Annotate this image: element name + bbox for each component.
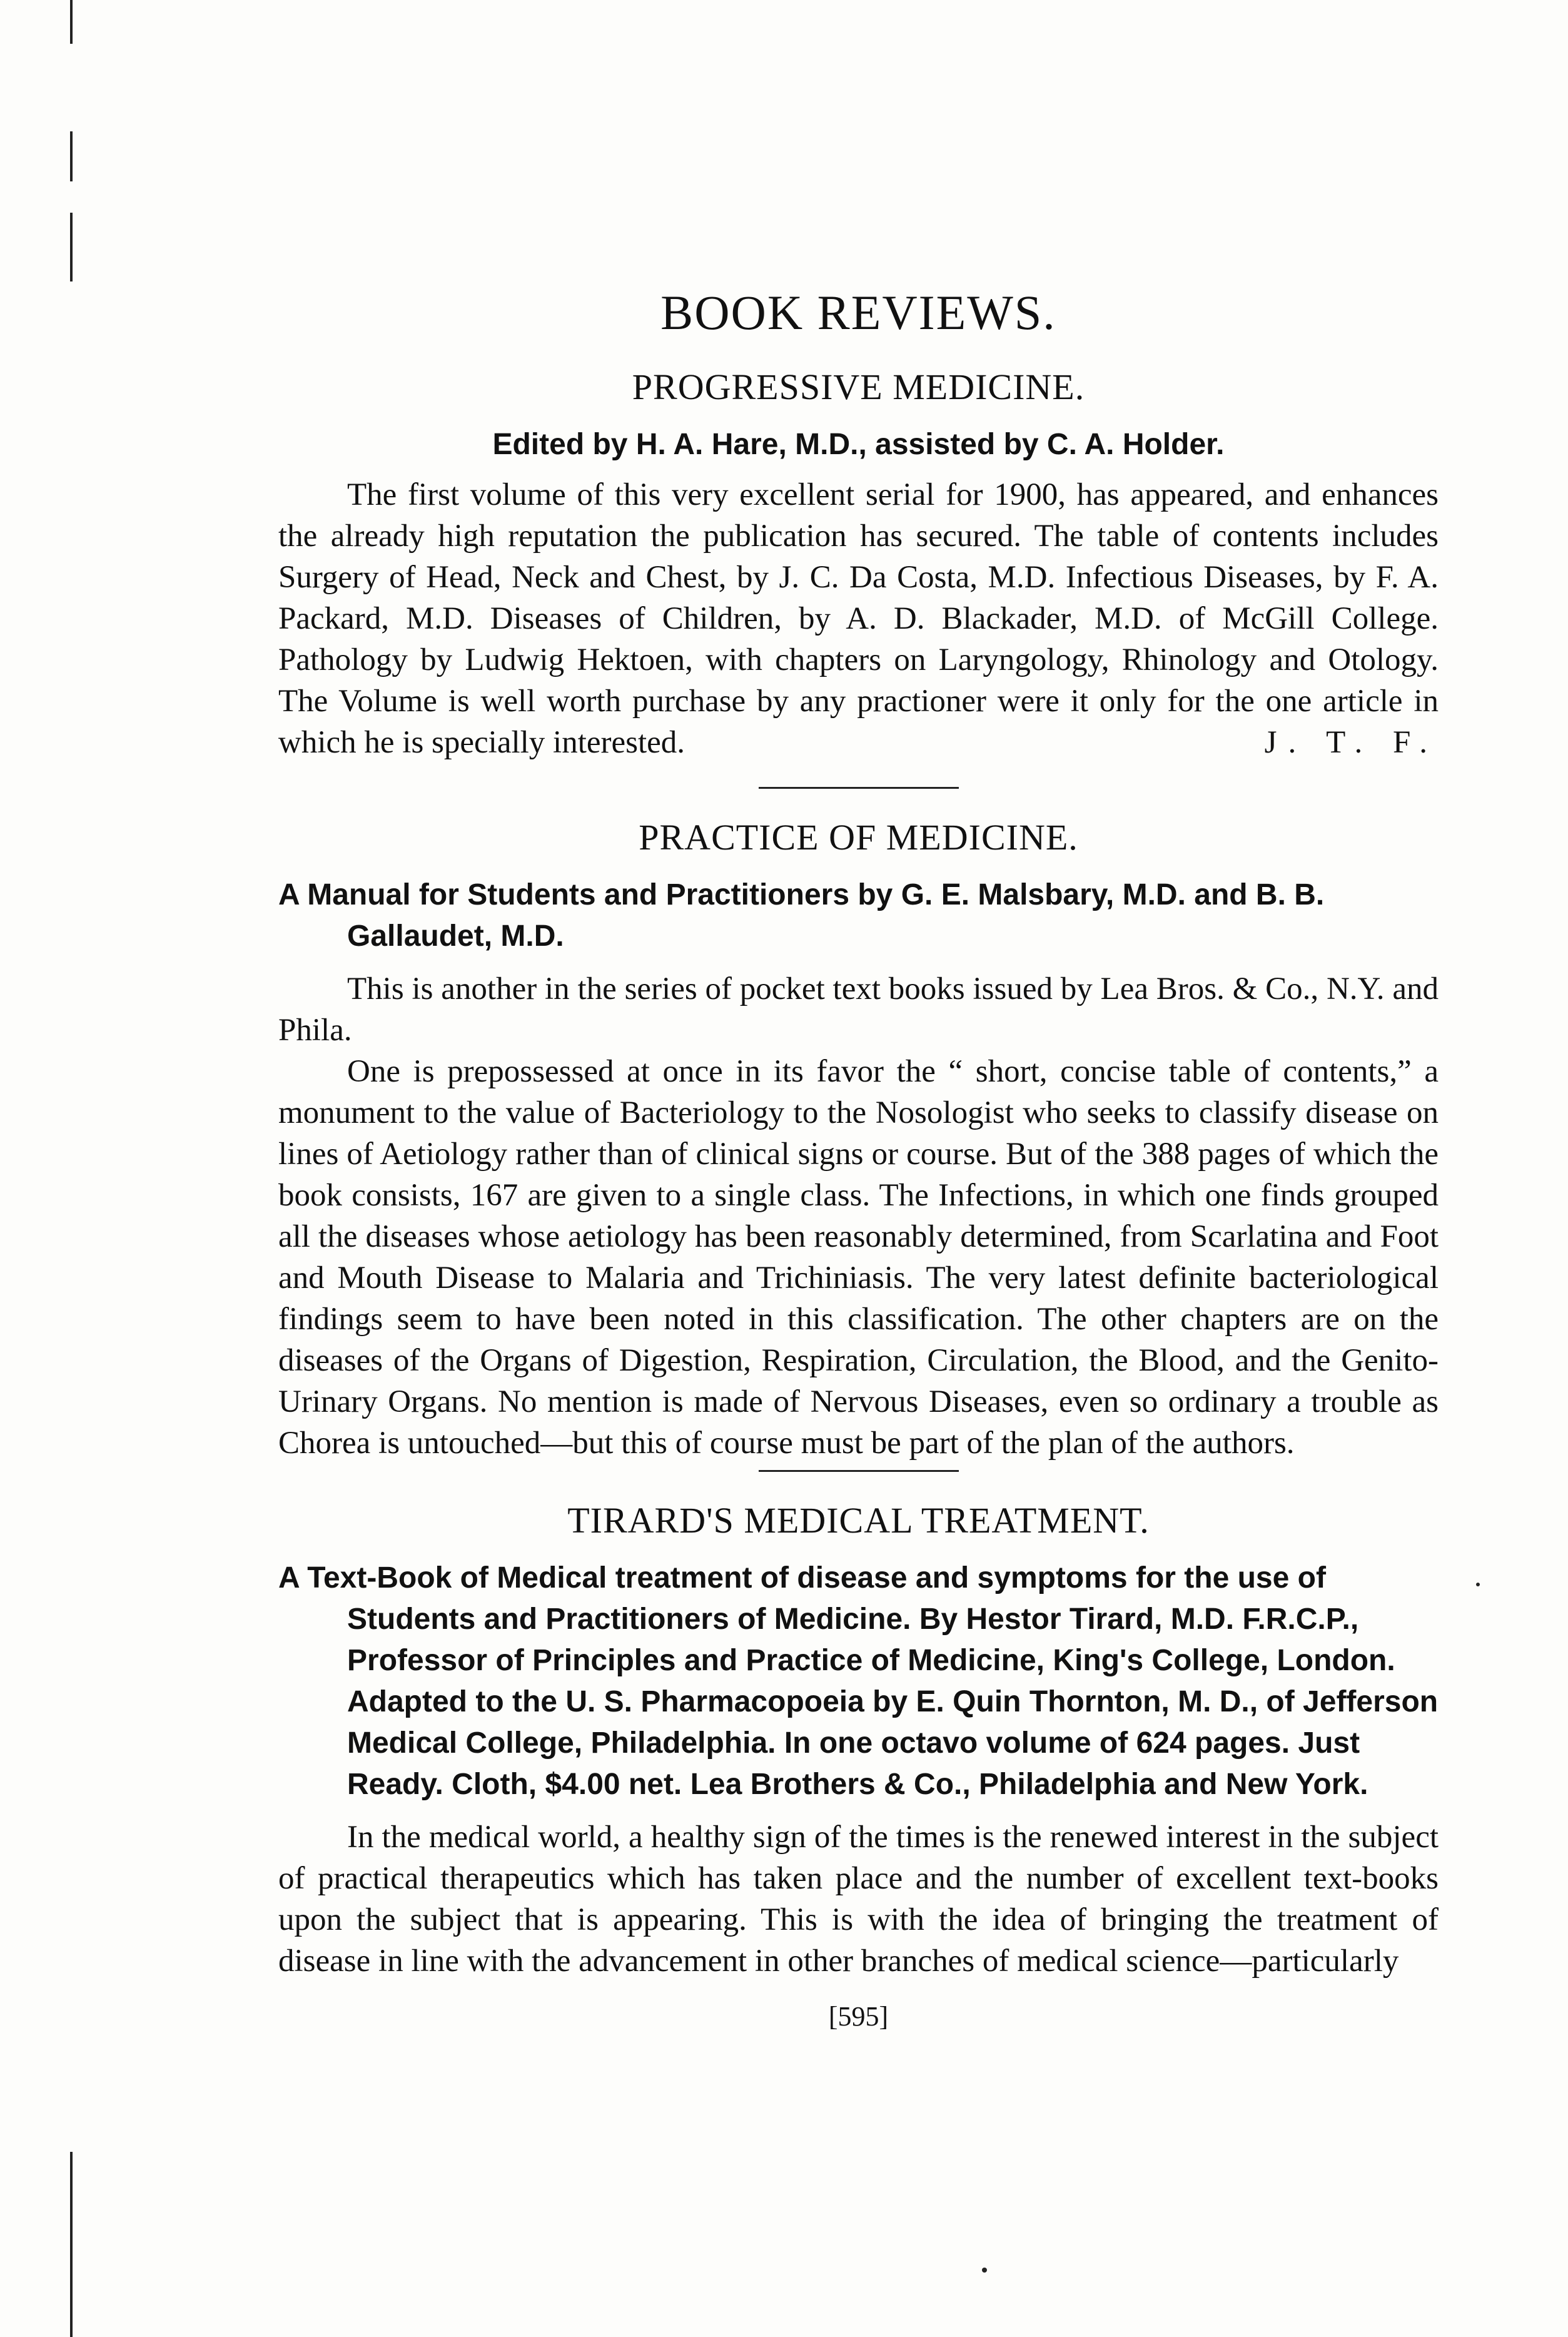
review-byline: A Manual for Students and Practitioners by G. E. Malsbary, M.D. and B. B. Gallaudet, M.D.	[278, 878, 1325, 953]
scan-speck	[1476, 1583, 1480, 1586]
text-column	[278, 285, 1439, 2032]
review-byline: Edited by H. A. Hare, M.D., assisted by C. A. Holder.	[492, 428, 1225, 461]
review-title: TIRARD'S MEDICAL TREATMENT.	[567, 1500, 1150, 1541]
review-practice-of-medicine	[278, 816, 1439, 1464]
review-tirards-medical-treatment	[278, 1499, 1439, 1982]
review-title: PROGRESSIVE MEDICINE.	[632, 367, 1085, 407]
review-paragraph: In the medical world, a healthy sign of the times is the renewed interest in the subject of practical therapeutics which has taken place and the number of excellent text-books upon the subject that is appearing. This is with the idea of bringing the treatment of disease in line with the advancement in other branches of medical science—particularly	[278, 1820, 1439, 1979]
scan-speck	[982, 2268, 987, 2273]
scan-edge-mark	[70, 2152, 73, 2337]
review-title: PRACTICE OF MEDICINE.	[639, 817, 1078, 858]
review-paragraph: The first volume of this very excellent serial for 1900, has appeared, and enhances the already high reputation the publication has secured. The table of contents includes Surgery of Head, Neck and Chest, by J. C. Da Costa, M.D. Infectious Diseases, by F. A. Packard, M.D. Diseases of Children, by A. D. Blackader, M.D. of McGill College. Pathology by Ludwig Hektoen, with chapters on Laryngology, Rhinology and Otology. The Volume is well worth purchase by any practioner were it only for the one article in which he is specially interested. J. T. F.	[278, 474, 1439, 763]
page-number: [595]	[828, 2001, 889, 2032]
review-paragraph: One is prepossessed at once in its favor the “ short, concise table of contents,” a monument to the value of Bacteriology to the Nosologist who seeks to classify disease on lines of Aetiology rather than of clinical signs or course. But of the 388 pages of which the book consists, 167 are given to a single class. The Infections, in which one finds grouped all the diseases whose aetiology has been reasonably determined, from Scarlatina and Foot and Mouth Disease to Malaria and Trichiniasis. The very latest definite bacteriological findings seem to have been noted in this classification. The other chapters are on the diseases of the Organs of Digestion, Respiration, Circulation, the Blood, and the Genito-Urinary Organs. No mention is made of Nervous Diseases, even so ordinary a trouble as Chorea is untouched—but this of course must be part of the plan of the authors.	[278, 1054, 1439, 1461]
page-heading: BOOK REVIEWS.	[660, 285, 1056, 340]
scan-edge-mark	[70, 213, 73, 281]
review-paragraph: This is another in the series of pocket text books issued by Lea Bros. & Co., N.Y. and Phila.	[278, 971, 1439, 1048]
review-signature: J. T. F.	[1264, 725, 1439, 760]
scan-edge-mark	[70, 131, 73, 181]
scan-edge-mark	[70, 0, 73, 44]
section-divider	[759, 787, 959, 789]
review-progressive-medicine	[278, 366, 1439, 763]
section-divider	[759, 1470, 959, 1472]
review-byline: A Text-Book of Medical treatment of disease and symptoms for the use of Students and Practitioners of Medicine. By Hestor Tirard, M.D. F.R.C.P., Professor of Principles and Practice of Medicine, King's College, London. Adapted to the U. S. Pharmacopoeia by E. Quin Thornton, M. D., of Jefferson Medical College, Philadelphia. In one octavo volume of 624 pages. Just Ready. Cloth, $4.00 net. Lea Brothers & Co., Philadelphia and New York.	[278, 1561, 1439, 1801]
